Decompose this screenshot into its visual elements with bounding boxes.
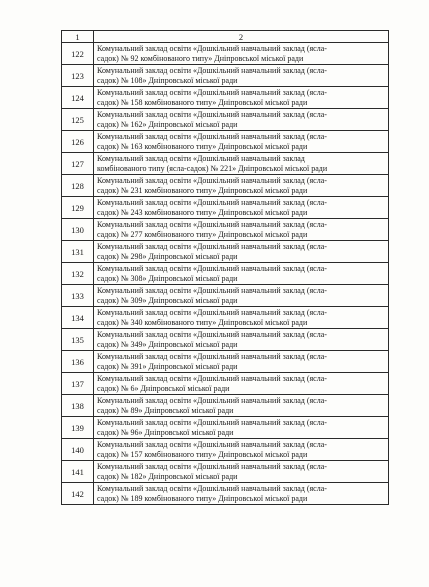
- institution-name-line2: садок) № 96» Дніпровської міської ради: [97, 427, 234, 437]
- table-row: [62, 65, 389, 87]
- institution-name: [94, 351, 389, 373]
- institution-name-line1: Комунальний заклад освіти «Дошкільний навчальний заклад (ясла-: [97, 198, 327, 207]
- institution-name-line2: садок) № 157 комбінованого типу» Дніпровської міської ради: [97, 449, 308, 459]
- institution-name: [94, 395, 389, 417]
- institution-name-line2: садок) № 163 комбінованого типу» Дніпровської міської ради: [97, 141, 308, 151]
- institution-name: [94, 461, 389, 483]
- row-number: 122: [62, 43, 94, 65]
- institution-name-line2: садок) № 349» Дніпровської міської ради: [97, 339, 238, 349]
- institution-name-line1: Комунальний заклад освіти «Дошкільний навчальний заклад (ясла-: [97, 176, 327, 185]
- institution-name: [94, 197, 389, 219]
- row-number: 137: [62, 373, 94, 395]
- institution-name-line2: садок) № 108» Дніпровської міської ради: [97, 75, 238, 85]
- table-header-row: [62, 31, 389, 43]
- institution-name: [94, 439, 389, 461]
- institution-name-line1: Комунальний заклад освіти «Дошкільний навчальний заклад (ясла-: [97, 462, 327, 471]
- institution-name-line2: садок) № 243 комбінованого типу» Дніпровської міської ради: [97, 207, 308, 217]
- institution-name: [94, 175, 389, 197]
- institution-name-line1: Комунальний заклад освіти «Дошкільний навчальний заклад (ясла-: [97, 440, 327, 449]
- institution-name: [94, 263, 389, 285]
- institution-name-line2: садок) № 6» Дніпровської міської ради: [97, 383, 230, 393]
- institution-name-line1: Комунальний заклад освіти «Дошкільний навчальний заклад (ясла-: [97, 484, 327, 493]
- row-number: 134: [62, 307, 94, 329]
- table-body: [62, 43, 389, 505]
- row-number: 141: [62, 461, 94, 483]
- institution-name: [94, 65, 389, 87]
- institution-name-line1: Комунальний заклад освіти «Дошкільний навчальний заклад (ясла-: [97, 88, 327, 97]
- institution-name-line1: Комунальний заклад освіти «Дошкільний навчальний заклад (ясла-: [97, 264, 327, 273]
- institution-name: [94, 285, 389, 307]
- institution-name-line1: Комунальний заклад освіти «Дошкільний навчальний заклад: [97, 154, 305, 163]
- table-row: [62, 263, 389, 285]
- table-row: [62, 461, 389, 483]
- institution-name-line1: Комунальний заклад освіти «Дошкільний навчальний заклад (ясла-: [97, 286, 327, 295]
- institution-name: [94, 329, 389, 351]
- header-col-name: 2: [94, 31, 389, 43]
- institution-name-line2: садок) № 391» Дніпровської міської ради: [97, 361, 238, 371]
- row-number: 126: [62, 131, 94, 153]
- table-row: [62, 109, 389, 131]
- table-row: [62, 87, 389, 109]
- row-number: 127: [62, 153, 94, 175]
- institution-name: [94, 109, 389, 131]
- table-row: [62, 219, 389, 241]
- institution-name: [94, 307, 389, 329]
- institution-name-line2: садок) № 308» Дніпровської міської ради: [97, 273, 238, 283]
- institution-name: [94, 153, 389, 175]
- institution-name-line2: садок) № 158 комбінованого типу» Дніпровської міської ради: [97, 97, 308, 107]
- table-row: [62, 417, 389, 439]
- institution-name-line1: Комунальний заклад освіти «Дошкільний навчальний заклад (ясла-: [97, 242, 327, 251]
- table-row: [62, 131, 389, 153]
- institution-name-line1: Комунальний заклад освіти «Дошкільний навчальний заклад (ясла-: [97, 352, 327, 361]
- institution-name-line1: Комунальний заклад освіти «Дошкільний навчальний заклад (ясла-: [97, 396, 327, 405]
- institution-name-line1: Комунальний заклад освіти «Дошкільний навчальний заклад (ясла-: [97, 132, 327, 141]
- institution-name-line1: Комунальний заклад освіти «Дошкільний навчальний заклад (ясла-: [97, 44, 327, 53]
- institution-name-line1: Комунальний заклад освіти «Дошкільний навчальний заклад (ясла-: [97, 110, 327, 119]
- table-row: [62, 307, 389, 329]
- institution-name: [94, 417, 389, 439]
- row-number: 129: [62, 197, 94, 219]
- row-number: 123: [62, 65, 94, 87]
- institution-name-line2: садок) № 231 комбінованого типу» Дніпровської міської ради: [97, 185, 308, 195]
- institution-name-line2: садок) № 309» Дніпровської міської ради: [97, 295, 238, 305]
- institution-name-line2: садок) № 277 комбінованого типу» Дніпровської міської ради: [97, 229, 308, 239]
- institution-name-line2: садок) № 162» Дніпровської міської ради: [97, 119, 238, 129]
- table-row: [62, 43, 389, 65]
- row-number: 132: [62, 263, 94, 285]
- table-row: [62, 483, 389, 505]
- table-row: [62, 395, 389, 417]
- table-row: [62, 439, 389, 461]
- institution-name: [94, 373, 389, 395]
- row-number: 139: [62, 417, 94, 439]
- institution-name: [94, 87, 389, 109]
- institution-name-line2: комбінованого типу (ясла-садок) № 221» Дніпровської міської ради: [97, 163, 328, 173]
- institution-name-line2: садок) № 182» Дніпровської міської ради: [97, 471, 238, 481]
- row-number: 128: [62, 175, 94, 197]
- row-number: 136: [62, 351, 94, 373]
- table-row: [62, 197, 389, 219]
- institution-name-line2: садок) № 298» Дніпровської міської ради: [97, 251, 238, 261]
- institution-name: [94, 131, 389, 153]
- institution-name: [94, 43, 389, 65]
- header-col-number: 1: [62, 31, 94, 43]
- institution-name: [94, 241, 389, 263]
- table-row: [62, 241, 389, 263]
- institutions-table: [61, 30, 389, 505]
- row-number: 130: [62, 219, 94, 241]
- row-number: 138: [62, 395, 94, 417]
- institution-name-line1: Комунальний заклад освіти «Дошкільний навчальний заклад (ясла-: [97, 308, 327, 317]
- table-row: [62, 373, 389, 395]
- row-number: 124: [62, 87, 94, 109]
- row-number: 125: [62, 109, 94, 131]
- row-number: 142: [62, 483, 94, 505]
- row-number: 140: [62, 439, 94, 461]
- table-row: [62, 351, 389, 373]
- institution-name-line2: садок) № 340 комбінованого типу» Дніпровської міської ради: [97, 317, 308, 327]
- institution-name-line1: Комунальний заклад освіти «Дошкільний навчальний заклад (ясла-: [97, 374, 327, 383]
- table-row: [62, 285, 389, 307]
- table-row: [62, 329, 389, 351]
- institution-name-line1: Комунальний заклад освіти «Дошкільний навчальний заклад (ясла-: [97, 418, 327, 427]
- row-number: 135: [62, 329, 94, 351]
- institution-name: [94, 219, 389, 241]
- institution-name-line1: Комунальний заклад освіти «Дошкільний навчальний заклад (ясла-: [97, 66, 327, 75]
- institution-name: [94, 483, 389, 505]
- institution-name-line1: Комунальний заклад освіти «Дошкільний навчальний заклад (ясла-: [97, 330, 327, 339]
- institution-name-line2: садок) № 189 комбінованого типу» Дніпровської міської ради: [97, 493, 308, 503]
- table-row: [62, 153, 389, 175]
- table-row: [62, 175, 389, 197]
- row-number: 133: [62, 285, 94, 307]
- row-number: 131: [62, 241, 94, 263]
- institution-name-line1: Комунальний заклад освіти «Дошкільний навчальний заклад (ясла-: [97, 220, 327, 229]
- institution-name-line2: садок) № 92 комбінованого типу» Дніпровської міської ради: [97, 53, 304, 63]
- institution-name-line2: садок) № 89» Дніпровської міської ради: [97, 405, 234, 415]
